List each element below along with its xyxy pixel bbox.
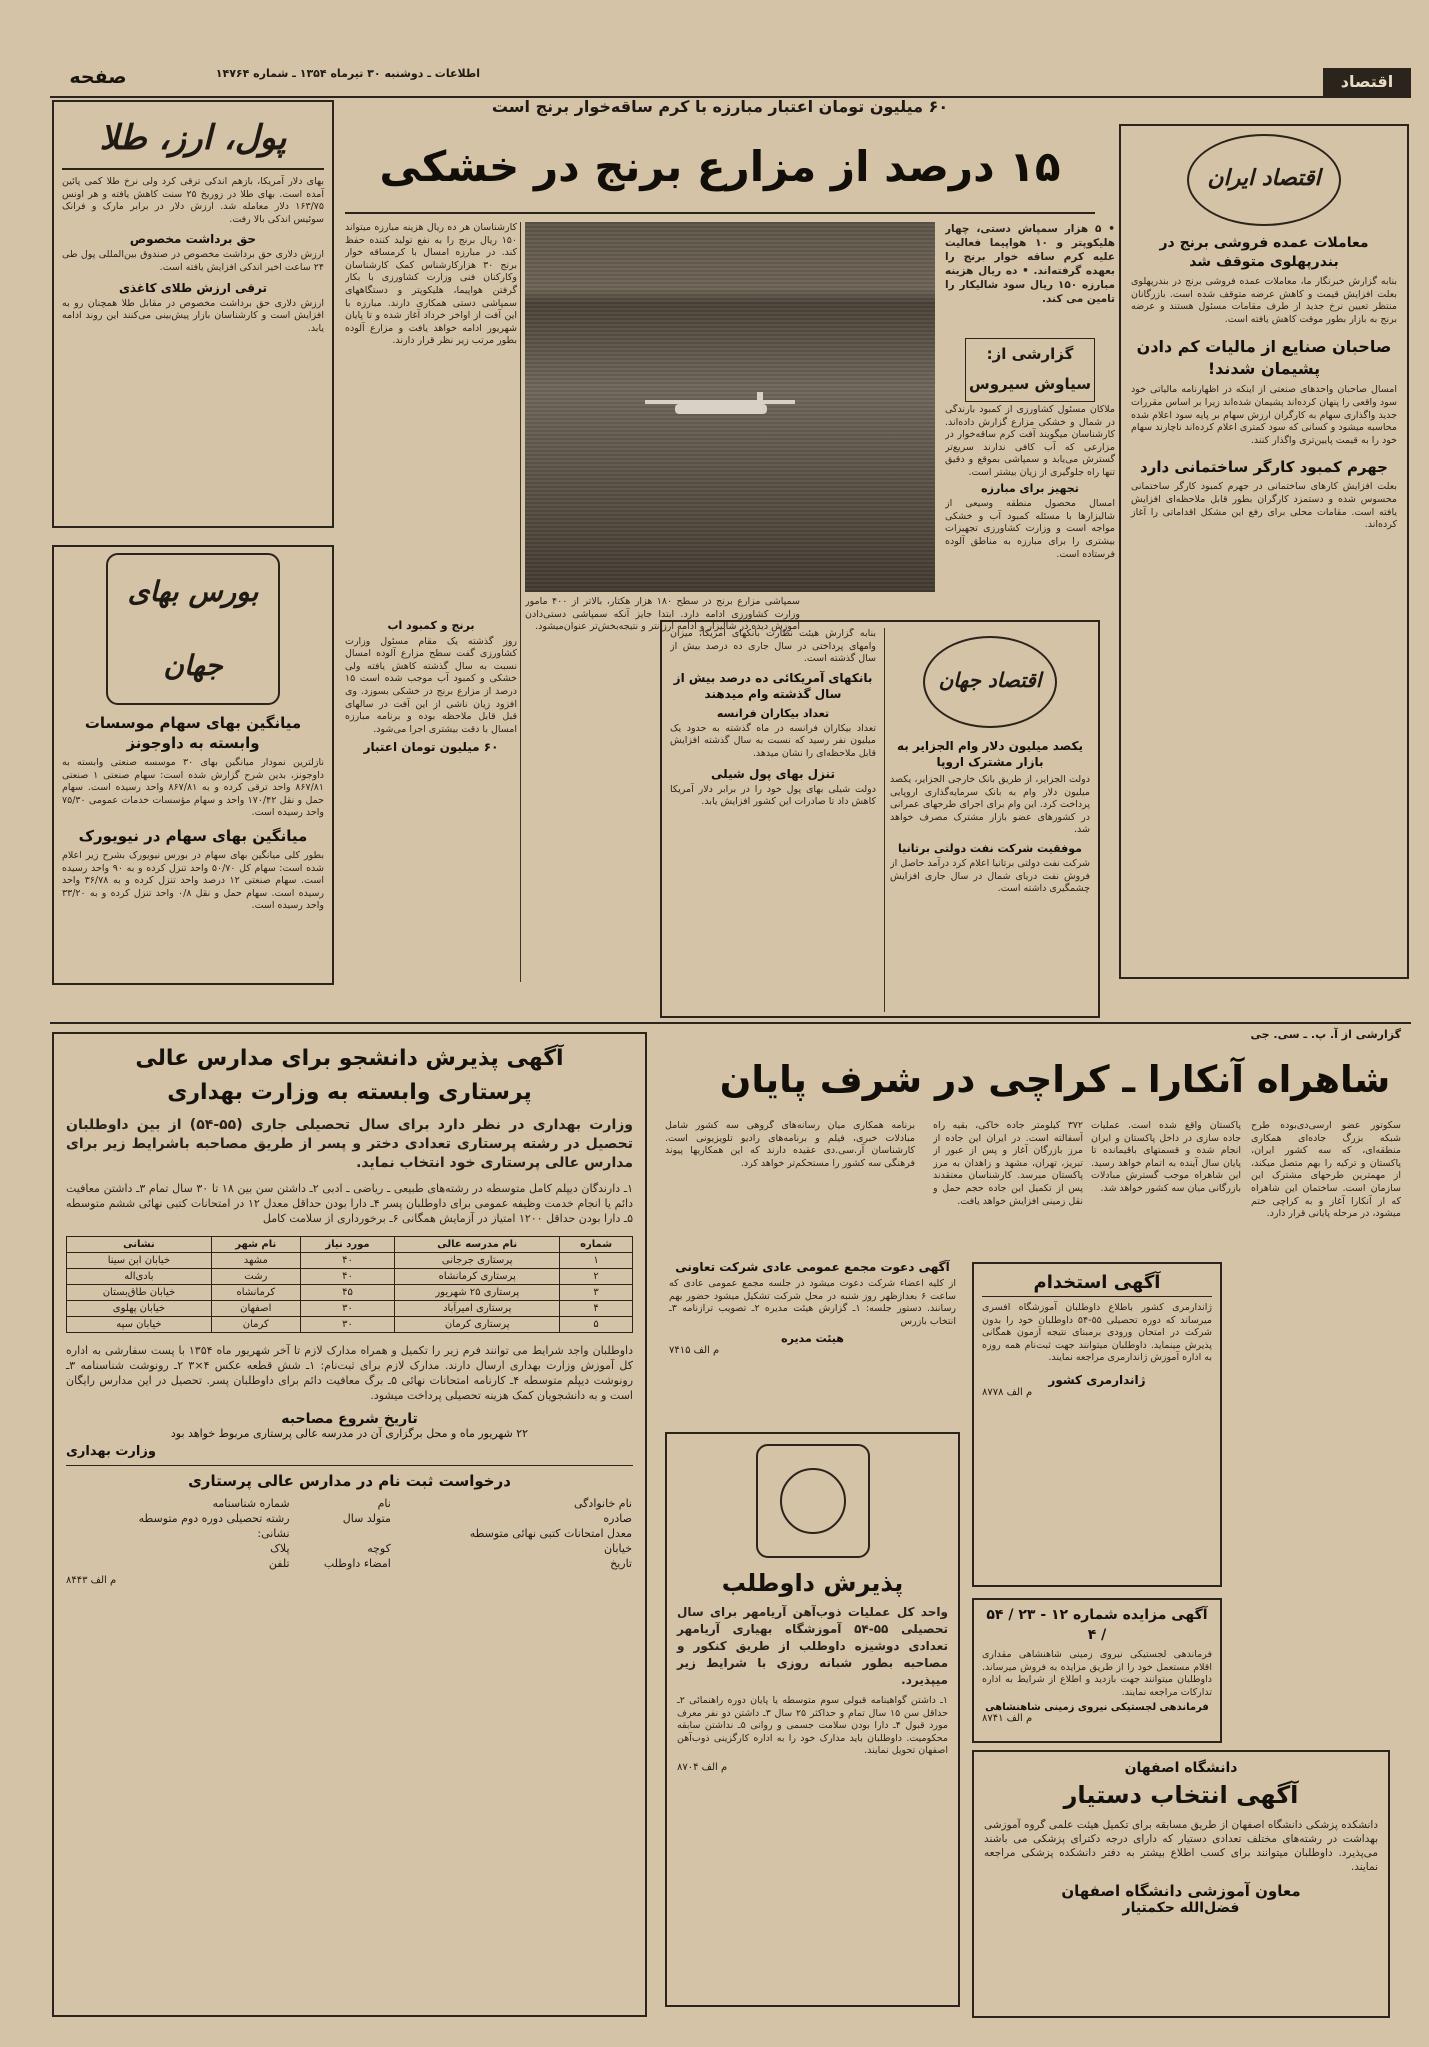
- plane-wing: [645, 400, 795, 404]
- form-label: پلاک: [270, 1542, 290, 1555]
- isfahan-ad-title-1: دانشگاه اصفهان: [1124, 1760, 1238, 1776]
- iran-text-2: امسال صاحبان واحدهای صنعتی از اینکه در اظهارنامه مالیاتی خود سود واقعی را پنهان کرده‌اند پشیمان شده‌اند زیرا بر اساس مقررات جدید واگذاری سهام به کارگران ارزش سهام بر پایه سود اعلام شده محاسبه میشود و کسانی که سود کمتری اعلام کرده‌اند ناچارند سهام خود را به قیمت پایین‌تری واگذار کنند.: [1131, 384, 1397, 446]
- form-label: معدل امتحانات کتبی نهائی متوسطه: [469, 1527, 632, 1540]
- form-label: نام: [377, 1497, 391, 1510]
- table-row: [67, 1253, 633, 1269]
- table-row: [67, 1285, 633, 1301]
- lead-col3: [945, 404, 1115, 652]
- lead-photo: [525, 222, 935, 592]
- iran-heading-1: معاملات عمده فروشی برنج در بندرپهلوی متوقف شد: [1159, 235, 1369, 270]
- form-label: صادره: [603, 1512, 632, 1525]
- world-col-left: [670, 628, 876, 1014]
- table-cell: ۴: [560, 1301, 633, 1317]
- coop-ad-title: آگهی دعوت مجمع عمومی عادی شرکت تعاونی: [675, 1260, 950, 1274]
- bourse-heading-2: میانگین بهای سهام در نیویورک: [78, 826, 308, 845]
- world-heading-2: موفقیت شرکت نفت دولتی برتانیا: [898, 841, 1082, 855]
- table-row: [67, 1301, 633, 1317]
- table-cell: ۲: [560, 1269, 633, 1285]
- form-label: تاریخ: [610, 1557, 632, 1570]
- table-cell: خیابان طاق‌بستان: [67, 1285, 212, 1301]
- iran-economy-box: [1119, 124, 1409, 979]
- photo-caption: سمپاشی مزارع برنج در سطح ۱۸۰ هزار هکتار، بالاتر از ۴۰۰ مامور وزارت کشاورزی ادامه دارد. ابتدا جایز آنکه سمپاشی دستی‌دادن آموزش دیده در شالیزار و ادامه ارزانتر و نتیجه‌بخش‌تر عنوان‌میشود.: [525, 596, 800, 633]
- form-label: کوچه: [367, 1542, 391, 1555]
- table-cell: ۴۵: [300, 1285, 395, 1301]
- world-economy-box: [660, 620, 1100, 1018]
- table-cell: ۳۰: [300, 1317, 395, 1333]
- gold-heading-2: ترقی ارزش طلای کاغذی: [118, 280, 267, 295]
- nursing-ad-title-1: آگهی پذیرش دانشجو برای مدارس عالی: [135, 1046, 564, 1071]
- road-col-2: پاکستان واقع شده است. عملیات جاده سازی در داخل پاکستان و ایران انجام شده و قسمتهای باقیمانده تا پایان سال آینده به اتمام خواهد رسید. این شاهراه موجب گسترش مبادلات بازرگانی میان سه کشور خواهد شد.: [1091, 1120, 1241, 1194]
- isfahan-ad-sign-2: فضل‌الله حکمتیار: [1122, 1900, 1240, 1916]
- bourse-logo: بورس بهای جهان: [106, 553, 280, 705]
- steel-emblem-inner: [780, 1468, 846, 1534]
- table-cell: کرمانشاه: [211, 1285, 300, 1301]
- world-heading-1: یکصد میلیون دلار وام الجزایر به بازار مشترک اروپا: [897, 739, 1083, 769]
- nursing-schools-table: [66, 1236, 633, 1333]
- road-col-4: برنامه همکاری میان رسانه‌های گروهی سه کشور شامل مبادلات خبری، فیلم و برنامه‌های رادیو تلویزیونی است. کارشناسان آر.سی.دی عقیده دارند که این همکاریها پیوند فرهنگی سه کشور را مستحکم‌تر خواهد کرد.: [665, 1120, 915, 1169]
- nursing-ad-date-text: ۲۲ شهریور ماه و محل برگزاری آن در مدرسه عالی پرستاری مربوط خواهد بود: [170, 1427, 529, 1440]
- world-text-2: شرکت نفت دولتی برتانیا اعلام کرد درآمد حاصل از فروش نفت دریای شمال در سال جاری افزایش چشمگیری داشته است.: [890, 857, 1090, 895]
- table-header: نام مدرسه عالی: [395, 1237, 560, 1253]
- gold-text-2: ارزش دلاری حق برداشت مخصوص در صندوق بین‌المللی پول طی ۲۴ ساعت اخیر اندکی افزایش یافته است.: [62, 249, 324, 273]
- iran-logo: اقتصاد ایران: [1187, 134, 1341, 226]
- gold-heading-1: حق برداشت مخصوص: [129, 232, 257, 247]
- form-label: خیابان: [604, 1542, 632, 1555]
- world-text-1: دولت الجزایر، از طریق بانک خارجی الجزایر، یکصد میلیون دلار وام به بانک سرمایه‌گذاری اروپایی پرداخت کرد. این وام برای اجرای طرحهای عمرانی در کشورهای عضو بازار مشترک مصرف خواهد شد.: [890, 774, 1090, 836]
- bourse-text-2: بطور کلی میانگین بهای سهام در بورس نیویورک بشرح زیر اعلام شده است: سهام کل ۵۰/۷۰ واحد تنزل کرده و به ۹۰ واحد رسیده است. سهام صنعتی ۱۲ درصد واحد تنزل کرده و به ۳۶/۷۸ واحد رسیده است. سهام حمل و نقل ۰/۸ واحد تنزل کرده و به ۳۳/۲۰ واحد رسیده است.: [62, 849, 324, 912]
- mid-page-rule: [50, 1022, 1411, 1024]
- auction-ad: [972, 1598, 1222, 1743]
- world-divider: [884, 628, 885, 1012]
- table-cell: خیابان سپه: [67, 1317, 212, 1333]
- lead-sub1: برنج و کمبود آب: [387, 620, 475, 632]
- world-heading-3: بانکهای آمریکائی ده درصد بیش از سال گذشته وام میدهند: [673, 670, 873, 701]
- table-cell: بادی‌اله: [67, 1269, 212, 1285]
- table-cell: مشهد: [211, 1253, 300, 1269]
- nursing-ad-conditions: ۱ـ دارندگان دیپلم کامل متوسطه در رشته‌های طبیعی ـ ریاضی ـ ادبی ۲ـ داشتن سن بین ۱۸ تا ۳۰ سال تمام ۳ـ داشتن معافیت دائم یا انجام خدمت وظیفه عمومی برای داوطلبان پسر ۴ـ دارا بودن حداقل معدل ۱۲ در امتحانات کتبی نهائی ششم متوسطه ۵ـ دارا بودن حداقل ۱۲۰۰ امتیاز در آزمایش همگانی ۶ـ برخورداری از سلامت کامل: [66, 1182, 633, 1225]
- gold-text-1: بهای دلار آمریکا، بازهم اندکی ترقی کرد ولی نرخ طلا کمی پائین آمده است. بهای طلا در زوریخ ۲۵ سنت کاهش یافته و هر اونس ۱۶۳/۷۵ دلار معامله شد. ارزش دلار در برابر مارک و فرانک سوئیس اندکی بالا رفت.: [62, 176, 324, 225]
- world-heading-5: تنزل بهای پول شیلی: [711, 766, 835, 781]
- lead-rule: [345, 212, 1095, 214]
- table-cell: ۱: [560, 1253, 633, 1269]
- nursing-ad-title-2: پرستاری وابسته به وزارت بهداری: [167, 1080, 532, 1105]
- iran-text-3: بعلت افزایش کارهای ساختمانی در جهرم کمبود کارگر ساختمانی محسوس شده و دستمزد کارگران بطور قابل ملاحظه‌ای افزایش یافته است. مقامات محلی برای رفع این مشکل اقداماتی را آغاز کرده‌اند.: [1131, 481, 1397, 531]
- gold-text-3: ارزش دلاری حق برداشت مخصوص در مقابل طلا همچنان رو به افزایش است و کارشناسان بازار پیش‌بینی می‌کنند این روند ادامه یابد.: [62, 297, 324, 334]
- form-label: [291, 1526, 392, 1541]
- nursing-form: [66, 1496, 633, 1571]
- steel-ad: [665, 1432, 960, 2007]
- nursing-ad-code: م الف ۸۴۴۳: [66, 1575, 117, 1586]
- plane-tail: [757, 392, 763, 406]
- auction-ad-code: م الف ۸۷۴۱: [982, 1713, 1033, 1725]
- table-row: [67, 1317, 633, 1333]
- steel-ad-conds: ۱ـ داشتن گواهینامه قبولی سوم متوسطه یا پایان دوره راهنمائی ۲ـ حداقل سن ۱۵ سال تمام و حداکثر ۲۵ سال ۳ـ داشتن دو نفر معرف مورد قبول ۴ـ دارا بودن سلامت جسمی و روانی ۵ـ نداشتن سابقه محکومیت. داوطلبان باید مدارک خود را به اداره کارگزینی ذوب‌آهن اصفهان تحویل نمایند.: [677, 1695, 948, 1757]
- lead-sub2: ۶۰ میلیون تومان اعتبار: [363, 740, 499, 755]
- road-headline: شاهراه آنکارا ـ کراچی در شرف پایان: [719, 1058, 1391, 1101]
- table-cell: ۳: [560, 1285, 633, 1301]
- lead-col3b-text: امسال محصول منطقه وسیعی از شالیزارها با مسئله کمبود آب و خشکی مواجه است و وزارت کشاورزی تجهیزات بیشتری را برای مبارزه به مناطق آلوده فرستاده است.: [945, 498, 1115, 560]
- lead-col2-text: روز گذشته یک مقام مسئول وزارت کشاورزی گفت سطح مزارع آلوده امسال نسبت به سال گذشته کاهش یافته ولی خشکی و کمبود آب موجب شده است ۱۵ درصد از مزارع برنج در خشکی بسوزد. وی افزود زیان ناشی از این آفت در سالهای قبل قابل ملاحظه بوده و برنامه مبارزه امسال با دقت بیشتری اجرا می‌شود.: [345, 635, 517, 735]
- steel-ad-code: م الف ۸۷۰۴: [677, 1761, 728, 1773]
- lead-kicker: ۶۰ میلیون تومان اعتبار مبارزه با کرم ساقه‌خوار برنج است: [491, 97, 949, 116]
- hiring-ad-title: آگهی استخدام: [982, 1270, 1212, 1297]
- auction-ad-title: آگهی مزایده شماره ۱۲ - ۲۳ / ۵۴ / ۴: [986, 1607, 1208, 1643]
- bourse-heading-1: میانگین بهای سهام موسسات وابسته به داوجونز: [84, 714, 302, 752]
- auction-ad-sign: فرماندهی لجستیکی نیروی زمینی شاهنشاهی: [985, 1702, 1209, 1714]
- dateline: اطلاعات ـ دوشنبه ۳۰ تیرماه ۱۳۵۴ ـ شماره ۱۴۷۶۴: [215, 67, 480, 80]
- table-header: شماره: [560, 1237, 633, 1253]
- steel-emblem: [756, 1444, 870, 1558]
- isfahan-ad-title-2: آگهی انتخاب دستیار: [1063, 1781, 1299, 1809]
- lead-sub3: تجهیز برای مبارزه: [981, 481, 1079, 495]
- world-col-right: [890, 628, 1090, 1014]
- coop-ad-sign: هیئت مدیره: [781, 1332, 844, 1346]
- world-text-5: دولت شیلی بهای پول خود را در برابر دلار آمریکا کاهش داد تا صادرات این کشور افزایش یابد.: [670, 783, 876, 808]
- form-label: رشته تحصیلی دوره دوم متوسطه: [138, 1512, 290, 1525]
- form-row: [66, 1526, 633, 1541]
- table-cell: پرستاری کرمان: [395, 1317, 560, 1333]
- table-cell: ۵: [560, 1317, 633, 1333]
- table-cell: ۴۰: [300, 1269, 395, 1285]
- coop-ad: [665, 1258, 960, 1426]
- page-number: صفحه: [69, 66, 127, 88]
- form-row: [66, 1511, 633, 1526]
- hiring-ad-code: م الف ۸۷۷۸: [982, 1386, 1033, 1398]
- lead-bullets: • ۵ هزار سمپاش دستی، چهار هلیکوپتر و ۱۰ هواپیما فعالیت علیه کرم ساقه خوار برنج را بعهده گرفته‌اند. • ده ریال هزینه مبارزه ۱۵۰ ریال سود شالیکار را تامین می کند.: [945, 223, 1115, 305]
- table-cell: پرستاری کرمانشاه: [395, 1269, 560, 1285]
- form-label: نام خانوادگی: [574, 1497, 632, 1510]
- form-label: شماره شناسنامه: [212, 1497, 290, 1510]
- road-report-by: گزارشی از آ. پ. ـ سی. جی: [1250, 1028, 1401, 1041]
- hiring-ad-text: ژاندارمری کشور باطلاع داوطلبان آموزشگاه افسری میرساند که دوره تحصیلی ۵۵-۵۴ داوطلبان خود را بدون شرکت در امتحان ورودی برمبنای نتیجه آزمون همگانی پذیرش مینماید. داوطلبان میتوانند جهت ثبت‌نام همه روزه به اداره آموزش ژاندارمری مراجعه نمایند.: [982, 1302, 1212, 1364]
- table-cell: خیابان پهلوی: [67, 1301, 212, 1317]
- road-col-3: ۳۷۲ کیلومتر جاده خاکی، بقیه راه آسفالته است. در ایران این جاده از مرز بازرگان آغاز و پس از عبور از تبریز، تهران، مشهد و زاهدان به مرز پاکستان میرسد. کارشناسان معتقدند پس از تکمیل این جاده حجم حمل و نقل زمینی افزایش خواهد یافت.: [933, 1120, 1083, 1207]
- coop-ad-code: م الف ۷۴۱۵: [669, 1345, 720, 1357]
- table-cell: پرستاری جرجانی: [395, 1253, 560, 1269]
- isfahan-ad: [972, 1750, 1390, 2018]
- lead-col-divider: [520, 222, 521, 982]
- lead-col2: [345, 620, 517, 980]
- steel-ad-title: پذیرش داوطلب: [721, 1569, 904, 1597]
- bourse-text-1: نازلترین نمودار میانگین بهای ۳۰ موسسه صنعتی وابسته به داوجونز، بدین شرح گزارش شده است: سهام صنعتی ۱ صنعتی ۸۶۷/۸۱ واحد ترقی کرده و به ۸۶۷/۸۱ واحد رسیده است. سهام حمل و نقل ۱۷۰/۴۲ واحد و سهام مؤسسات خدمات عمومی ۷۵/۳۰ واحد رسیده است.: [62, 757, 325, 819]
- table-cell: رشت: [211, 1269, 300, 1285]
- table-row: [67, 1269, 633, 1285]
- road-col-1: سکوتور عضو آرسی‌دی‌بوده طرح شبکه بزرگ جاده‌ای همکاری منطقه‌ای، که سه کشور ایران، پاکستان و ترکیه را بهم متصل میکند، از مهمترین طرحهای مشترک این سازمان است. ساختمان این شاهراه که از آنکارا آغاز و به کراچی ختم میشود، در مرحله پایانی قرار دارد.: [1251, 1120, 1401, 1220]
- table-cell: ۳۰: [300, 1301, 395, 1317]
- lead-reporter: گزارشی از: سیاوش سیروس: [965, 338, 1095, 402]
- isfahan-ad-text: دانشکده پزشکی دانشگاه اصفهان از طریق مسابقه برای تکمیل هیئت علمی گروه آموزشی بهداشت در رشته‌های مختلف تعدادی دستیار که دارای درجه دکترای پزشکی می باشند می‌پذیرد. داوطلبان میتوانند برای کسب اطلاع بیشتر به دفتر دانشکده پزشکی مراجعه نمایند.: [984, 1819, 1378, 1873]
- form-row: [66, 1541, 633, 1556]
- table-header-row: [67, 1237, 633, 1253]
- hiring-ad-sign: ژاندارمری کشور: [1048, 1372, 1146, 1387]
- table-header: نام شهر: [211, 1237, 300, 1253]
- table-cell: خیابان ابن سینا: [67, 1253, 212, 1269]
- iran-heading-2: صاحبان صنایع از مالیات کم دادن پشیمان شدند!: [1136, 337, 1392, 379]
- nursing-ad-intro: وزارت بهداری در نظر دارد برای سال تحصیلی جاری (۵۵-۵۴) از بین داوطلبان تحصیل در رشته پرستاری تعدادی دختر و پسر از طریق مصاحبه باشرایط زیر برای مدارس عالی پرستاری خود انتخاب نماید.: [66, 1117, 634, 1171]
- world-heading-4: تعداد بیکاران فرانسه: [716, 706, 830, 720]
- nursing-ad: [52, 1032, 647, 2017]
- form-label: نشانی:: [257, 1527, 290, 1540]
- form-label: متولد سال: [342, 1512, 391, 1525]
- world-text-4: تعداد بیکاران فرانسه در ماه گذشته به حدود یک میلیون نفر رسید که نسبت به سال گذشته افزایش قابل ملاحظه‌ای را نشان میدهد.: [670, 722, 876, 759]
- world-text-3: بنابه گزارش هیئت نظارت بانکهای آمریکا، میزان وامهای پرداختی در سال جاری ده درصد بیش از سال گذشته است.: [670, 628, 876, 665]
- iran-heading-3: جهرم کمبود کارگر ساختمانی دارد: [1140, 458, 1388, 477]
- lead-col3-text: ملاکان مسئول کشاورزی از کمبود بارندگی در شمال و خشکی مزارع گزارش داده‌اند. کارشناسان میگویند آفت کرم ساقه‌خوار در مزارعی که آب کافی ندارند سریع‌تر گسترش می‌یابد و سمپاشی بموقع و دقیق تنها راه جلوگیری از زیان بیشتر است.: [945, 404, 1115, 478]
- bourse-box: [52, 545, 334, 985]
- gold-logo: پول، ارز، طلا: [62, 108, 324, 170]
- auction-ad-text: فرماندهی لجستیکی نیروی زمینی شاهنشاهی مقداری اقلام مستعمل خود را از طریق مزایده به فروش میرساند. داوطلبان میتوانند جهت بازدید و اطلاع از شرایط به اداره تدارکات مراجعه نمایند.: [982, 1649, 1212, 1698]
- nursing-ad-body: داوطلبان واجد شرایط می توانند فرم زیر را تکمیل و همراه مدارک لازم تا آخر شهریور ماه ۱۳۵۴ با پست سفارشی به اداره کل آموزش وزارت بهداری ارسال دارند. مدارک لازم برای ثبت‌نام: ۱ـ شش قطعه عکس ۴×۳ ۲ـ رونوشت شناسنامه ۳ـ رونوشت دیپلم متوسطه ۴ـ کارنامه امتحانات نهائی ۵ـ برگ معافیت دائم برای داوطلبان پسر. تحصیل در این مدارس رایگان است و به دانشجویان کمک هزینه تحصیلی پرداخت میشود.: [66, 1344, 634, 1402]
- world-logo: اقتصاد جهان: [923, 636, 1057, 728]
- nursing-ad-date-heading: تاریخ شروع مصاحبه: [281, 1411, 418, 1427]
- table-header: نشانی: [67, 1237, 212, 1253]
- form-label: امضاء داوطلب: [323, 1557, 391, 1570]
- form-row: [66, 1496, 633, 1511]
- isfahan-ad-sign-1: معاون آموزشی دانشگاه اصفهان: [1061, 1882, 1301, 1900]
- table-cell: کرمان: [211, 1317, 300, 1333]
- table-cell: پرستاری ۲۵ شهریور: [395, 1285, 560, 1301]
- table-cell: پرستاری امیرآباد: [395, 1301, 560, 1317]
- nursing-form-title: درخواست ثبت نام در مدارس عالی پرستاری: [66, 1465, 633, 1490]
- section-tab: اقتصاد: [1323, 68, 1411, 96]
- plane-body: [675, 404, 767, 414]
- table-cell: ۴۰: [300, 1253, 395, 1269]
- gold-box: [52, 100, 334, 528]
- hiring-ad: [972, 1262, 1222, 1587]
- steel-ad-intro: واحد کل عملیات ذوب‌آهن آریامهر برای سال تحصیلی ۵۵-۵۴ آموزشگاه بهیاری آریامهر تعدادی دوشیزه داوطلب از طریق کنکور و مصاحبه بطور شبانه روزی با شرایط زیر میپذیرد.: [677, 1605, 949, 1687]
- iran-text-1: بنابه گزارش خبرنگار ما، معاملات عمده فروشی برنج در بندرپهلوی بعلت افزایش قیمت و کاهش عرضه متوقف شده است. بازرگانان منتظر تعیین نرخ جدید از طرف مقامات مسئول هستند و عرضه برنج به بازار بطور موقت کاهش یافته است.: [1131, 276, 1397, 325]
- coop-ad-text: از کلیه اعضاء شرکت دعوت میشود در جلسه مجمع عمومی عادی که ساعت ۶ بعدازظهر روز شنبه در محل شرکت تشکیل میشود حضور بهم رسانند. دستور جلسه: ۱ـ گزارش هیئت مدیره ۲ـ تصویب ترازنامه ۳ـ انتخاب بازرس: [669, 1278, 957, 1327]
- lead-col1: کارشناسان هر ده ریال هزینه مبارزه میتواند ۱۵۰ ریال برنج را به نفع تولید کننده حفظ کند. در مبارزه امسال با کرمساقه خوار برنج ۳۰ هزارکارشناس کمک کارشناسان وکارکنان فنی وزارت کشاورزی با بکار گرفتن هواپیما، هلیکوپتر و دستگاههای سمپاشی دستی همکاری دارند. مبارزه با این آفت از اواخر خرداد آغاز شده و تا پایان شهریور ادامه خواهد یافت و مزارع آلوده بطور مرتب زیر نظر قرار دارند.: [345, 222, 517, 347]
- nursing-ad-sign: وزارت بهداری: [66, 1444, 156, 1459]
- table-header: مورد نیاز: [300, 1237, 395, 1253]
- lead-headline: ۱۵ درصد از مزارع برنج در خشکی: [379, 142, 1061, 191]
- table-cell: اصفهان: [211, 1301, 300, 1317]
- form-row: [66, 1556, 633, 1571]
- form-label: تلفن: [268, 1557, 290, 1570]
